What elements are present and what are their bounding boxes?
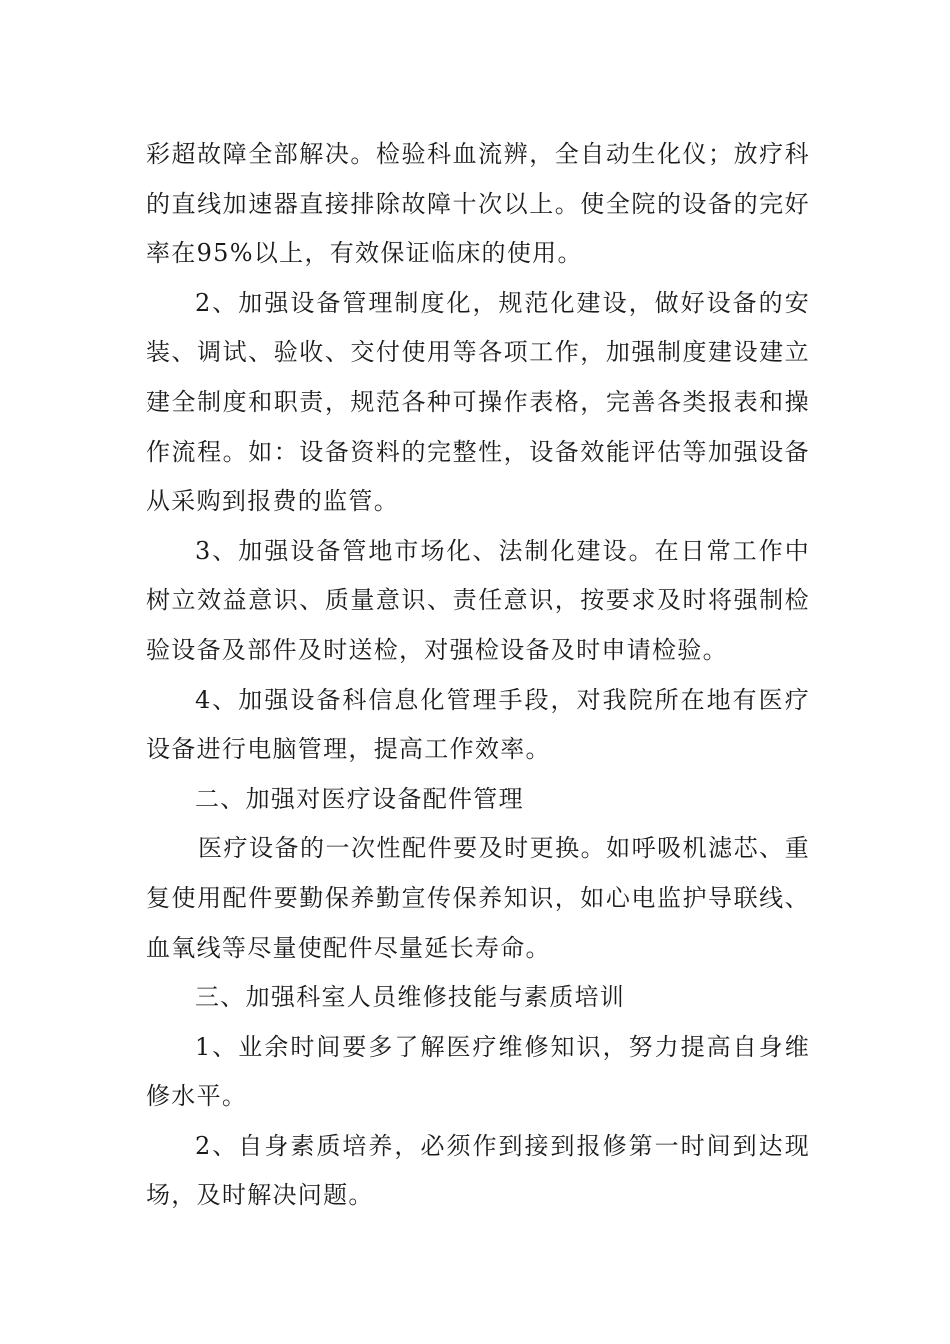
section-heading-accessories: 二、加强对医疗设备配件管理: [195, 784, 524, 813]
document-body: [146, 130, 810, 1221]
paragraph-item-3-market: 3、加强设备管地市场化、法制化建设。在日常工作中树立效益意识、质量意识、责任意识，按要求及时将强制检验设备及部件及时送检，对强检设备及时申请检验。: [146, 536, 810, 664]
paragraph-accessories: 医疗设备的一次性配件要及时更换。如呼吸机滤芯、重复使用配件要勤保养勤宣传保养知识，如心电监护导联线、血氧线等尽量使配件尽量延长寿命。: [146, 834, 810, 962]
section-heading-training: 三、加强科室人员维修技能与素质培训: [195, 983, 626, 1012]
paragraph-training-item-2: 2、自身素质培养，必须作到接到报修第一时间到达现场，及时解决问题。: [146, 1131, 810, 1210]
paragraph-item-2-management: 2、加强设备管理制度化，规范化建设，做好设备的安装、调试、验收、交付使用等各项工作，加强制度建设建立建全制度和职责，规范各种可操作表格，完善各类报表和操作流程。如：设备资料的完整性，设备效能评估等加强设备从采购到报费的监管。: [146, 288, 810, 516]
paragraph-continuation: 彩超故障全部解决。检验科血流辨，全自动生化仪；放疗科的直线加速器直接排除故障十次以上。使全院的设备的完好率在95%以上，有效保证临床的使用。: [146, 140, 810, 268]
paragraph-item-4-informatization: 4、加强设备科信息化管理手段，对我院所在地有医疗设备进行电脑管理，提高工作效率。: [146, 685, 810, 764]
paragraph-training-item-1: 1、业余时间要多了解医疗维修知识，努力提高自身维修水平。: [146, 1032, 810, 1111]
